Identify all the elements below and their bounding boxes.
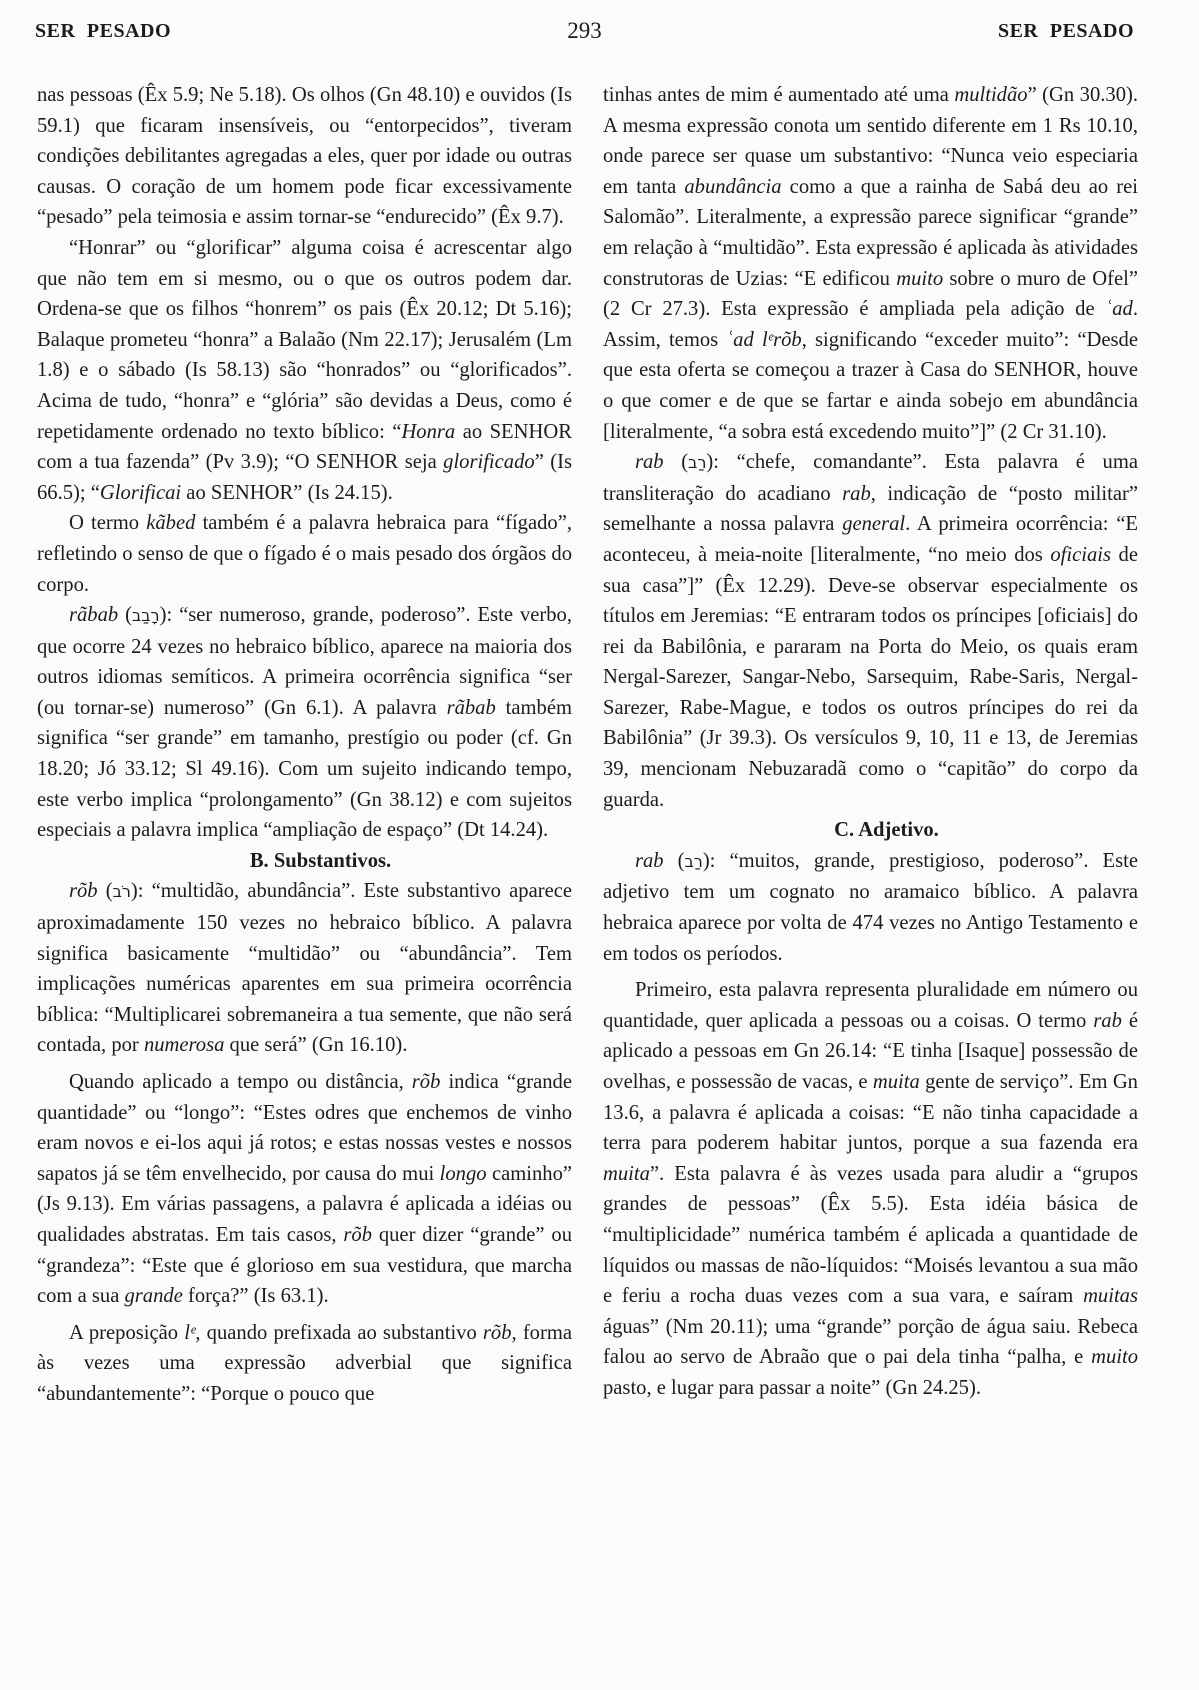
right-column: [603, 80, 1138, 1404]
paragraph: Primeiro, esta palavra representa pluralidade em número ou quantidade, quer aplicada a pessoas ou a coisas. O termo rab é aplicado a pessoas em Gn 26.14: “E tinha [Isaque] possessão de ovelhas, e possessão de vacas, e muita gente de serviço”. Em Gn 13.6, a palavra é aplicada a coisas: “E não tinha capacidade a terra para poderem habitar juntos, porque a sua fazenda era muita”. Esta palavra é às vezes usada para aludir a “grupos grandes de pessoas” (Êx 5.5). Esta idéia básica de “multiplicidade” numérica também é aplicada a quantidade de líquidos ou massas de não-líquidos: “Moisés levantou a sua mão e feriu a rocha duas vezes com a sua vara, e saíram muitas águas” (Nm 20.11); uma “grande” porção de água saiu. Rebeca falou ao servo de Abraão que o pai dela tinha “palha, e muito pasto, e lugar para passar a noite” (Gn 24.25).: [603, 979, 1138, 1399]
left-column: [37, 80, 572, 1410]
entry-term: rab: [635, 849, 664, 872]
section-heading-substantivos: B. Substantivos.: [249, 849, 392, 872]
paragraph: Quando aplicado a tempo ou distância, rõb indica “grande quantidade” ou “longo”: “Estes odres que enchemos de vinho eram novos e ei-los aqui já rotos; e estas nossas vestes e nossos sapatos já se têm envelhecido, por causa do mui longo caminho” (Js 9.13). Em várias passagens, a palavra é aplicada a idéias ou qualidades abstratas. Em tais casos, rõb quer dizer “grande” ou “grandeza”: “Este que é glorioso em sua vestidura, que marcha com a sua grande força?” (Is 63.1).: [37, 1071, 573, 1308]
paragraph: “Honrar” ou “glorificar” alguma coisa é acrescentar algo que não tem em si mesmo, ou o que os outros podem dar. Ordena-se que os filhos “honrem” os pais (Êx 20.12; Dt 5.16); Balaque prometeu “honra” a Balaão (Nm 22.17); Jerusalém (Lm 1.8) e o sábado (Is 58.13) são “honrados” ou “glorificados”. Acima de tudo, “honra” e “glória” são devidas a Deus, como é repetidamente ordenado no texto bíblico: “Honra ao SENHOR com a tua fazenda” (Pv 3.9); “O SENHOR seja glorificado” (Is 66.5); “Glorificai ao SENHOR” (Is 24.15).: [37, 236, 572, 504]
hebrew-word: רָבַב: [132, 606, 160, 626]
page-header: [35, 20, 1134, 50]
entry-rab-adjective: rab (רַב): “muitos, grande, prestigioso, poderoso”. Este adjetivo tem um cognato no aramaico bíblico. A palavra hebraica aparece por volta de 474 vezes no Antigo Testamento e em todos os períodos.: [603, 849, 1138, 965]
hebrew-word: רַב: [684, 851, 703, 871]
entry-term: rõb: [69, 880, 98, 903]
entry-term: rãbab: [69, 604, 119, 627]
entry-rab-noun: rab (רַב): “chefe, comandante”. Esta palavra é uma transliteração do acadiano rab, indicação de “posto militar” semelhante a nossa palavra general. A primeira ocorrência: “E aconteceu, à meia-noite [literalmente, “no meio dos oficiais de sua casa”]” (Êx 12.29). Deve-se observar especialmente os títulos em Jeremias: “E entraram todos os príncipes [oficiais] do rei da Babilônia, e pararam na Porta do Meio, os quais eram Nergal-Sarezer, Sangar-Nebo, Sarsequim, Rabe-Saris, Nergal-Sarezer, Rabe-Mague, e todos os outros príncipes do rei da Babilônia” (Jr 39.3). Os versículos 9, 10, 11 e 13, de Jeremias 39, mencionam Nebuzaradã como o “capitão” do corpo da guarda.: [603, 451, 1138, 811]
running-head-left: SER PESADO: [35, 20, 172, 42]
paragraph: tinhas antes de mim é aumentado até uma multidão” (Gn 30.30). A mesma expressão conota um sentido diferente em 1 Rs 10.10, onde parece ser quase um substantivo: “Nunca veio especiaria em tanta abundância como a que a rainha de Sabá deu ao rei Salomão”. Literalmente, a expressão parece significar “grande” em relação à “multidão”. Esta expressão é aplicada às atividades construtoras de Uzias: “E edificou muito sobre o muro de Ofel” (2 Cr 27.3). Esta expressão é ampliada pela adição de ʿad. Assim, temos ʿad lᵉrõb, significando “exceder muito”: “Desde que esta oferta se começou a trazer à Casa do SENHOR, houve o que comer e de que se fartar e ainda sobejo em abundância [literalmente, “a sobra está excedendo muito”]” (2 Cr 31.10).: [603, 84, 1138, 443]
running-head-right: SER PESADO: [997, 20, 1134, 42]
page-number: 293: [567, 18, 602, 43]
paragraph: nas pessoas (Êx 5.9; Ne 5.18). Os olhos (Gn 48.10) e ouvidos (Is 59.1) que ficaram insensíveis, ou “entorpecidos”, tiveram condições debilitantes agregadas a eles, quer por idade ou outras causas. O coração de um homem pode ficar excessivamente “pesado” pela teimosia e assim tornar-se “endurecido” (Êx 9.7).: [37, 84, 572, 229]
paragraph: A preposição lᵉ, quando prefixada ao substantivo rõb, forma às vezes uma expressão adverbial que significa “abundantemente”: “Porque o pouco que: [37, 1321, 572, 1405]
section-heading-adjetivo: C. Adjetivo.: [834, 819, 939, 842]
entry-rabab: rãbab (רָבַב): “ser numeroso, grande, poderoso”. Este verbo, que ocorre 24 vezes no hebraico bíblico, aparece na maioria dos outros idiomas semíticos. A primeira ocorrência significa “ser (ou tornar-se) numeroso” (Gn 6.1). A palavra rãbab também significa “ser grande” em tamanho, prestígio ou poder (cf. Gn 18.20; Jó 33.12; Sl 49.16). Com um sujeito indicando tempo, este verbo implica “prolongamento” (Gn 38.12) e com sujeitos especiais a palavra implica “ampliação de espaço” (Dt 14.24).: [37, 604, 572, 842]
entry-term: rab: [635, 451, 664, 474]
hebrew-word: רֹב: [112, 882, 131, 902]
entry-rob: rõb (רֹב): “multidão, abundância”. Este substantivo aparece aproximadamente 150 vezes no hebraico bíblico. A palavra significa basicamente “multidão” ou “abundância”. Tem implicações numéricas aparentes em sua primeira ocorrência bíblica: “Multiplicarei sobremaneira a tua semente, que não será contada, por numerosa que será” (Gn 16.10).: [37, 880, 573, 1057]
paragraph: O termo kãbed também é a palavra hebraica para “fígado”, refletindo o senso de que o fígado é o mais pesado dos órgãos do corpo.: [37, 512, 572, 596]
hebrew-word: רַב: [688, 453, 707, 473]
